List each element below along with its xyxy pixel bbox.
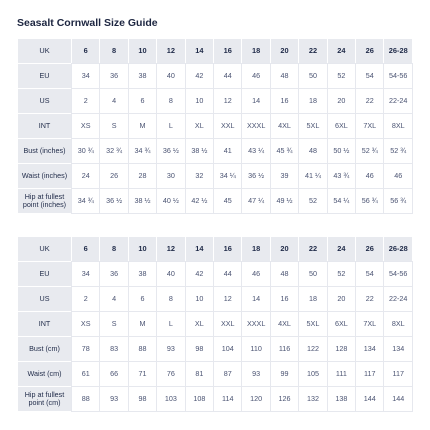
table-cell: XXL <box>214 312 241 336</box>
row-label: Waist (cm) <box>18 362 71 386</box>
header-size: 22 <box>299 237 326 261</box>
table-cell: 34 <box>72 262 99 286</box>
table-cell: 38 ½ <box>129 189 156 213</box>
table-cell: 4XL <box>271 312 298 336</box>
table-cell: 120 <box>242 387 269 411</box>
table-cell: 46 <box>356 164 383 188</box>
table-header-row <box>18 39 412 63</box>
table-cell: 30 ¾ <box>72 139 99 163</box>
table-cell: 50 <box>299 262 326 286</box>
table-cell: 38 <box>129 262 156 286</box>
table-cell: 114 <box>214 387 241 411</box>
row-label: US <box>18 287 71 311</box>
row-label: INT <box>18 114 71 138</box>
table-cell: 66 <box>100 362 127 386</box>
header-size: 24 <box>328 39 355 63</box>
header-size: 24 <box>328 237 355 261</box>
table-cell: 99 <box>271 362 298 386</box>
table-cell: 93 <box>100 387 127 411</box>
header-label-uk: UK <box>18 237 71 261</box>
table-cell: 104 <box>214 337 241 361</box>
table-cell: 5XL <box>299 114 326 138</box>
table-cell: 8 <box>157 89 184 113</box>
table-cell: 12 <box>214 89 241 113</box>
table-cell: L <box>157 312 184 336</box>
table-cell: 34 ¾ <box>129 139 156 163</box>
table-cell: 78 <box>72 337 99 361</box>
table-cell: 83 <box>100 337 127 361</box>
header-size: 26 <box>356 39 383 63</box>
header-size: 12 <box>157 39 184 63</box>
table-cell: 32 <box>186 164 213 188</box>
table-cell: 50 ½ <box>328 139 355 163</box>
table-cell: 41 <box>214 139 241 163</box>
table-cell: S <box>100 312 127 336</box>
table-cell: 52 <box>299 189 326 213</box>
table-cell: 36 ½ <box>157 139 184 163</box>
table-cell: 108 <box>186 387 213 411</box>
table-cell: 4 <box>100 89 127 113</box>
size-table-cm <box>17 236 413 412</box>
table-cell: 14 <box>242 89 269 113</box>
table-cell: 98 <box>186 337 213 361</box>
header-size: 18 <box>242 237 269 261</box>
table-cell: 54-56 <box>384 262 412 286</box>
table-cell: 50 <box>299 64 326 88</box>
table-cell: 117 <box>384 362 412 386</box>
table-cell: S <box>100 114 127 138</box>
header-size: 20 <box>271 39 298 63</box>
table-cell: 22-24 <box>384 89 412 113</box>
page-title: Seasalt Cornwall Size Guide <box>17 17 158 29</box>
table-cell: 40 <box>157 262 184 286</box>
table-cell: M <box>129 114 156 138</box>
table-row <box>18 262 412 286</box>
table-cell: 7XL <box>356 312 383 336</box>
row-label: US <box>18 89 71 113</box>
table-cell: 48 <box>271 262 298 286</box>
table-cell: 6XL <box>328 114 355 138</box>
table-cell: 61 <box>72 362 99 386</box>
table-cell: 44 <box>214 64 241 88</box>
header-size: 6 <box>72 39 99 63</box>
table-cell: 32 ¾ <box>100 139 127 163</box>
header-size: 10 <box>129 39 156 63</box>
table-cell: 52 <box>328 64 355 88</box>
table-cell: L <box>157 114 184 138</box>
table-cell: 54 <box>356 262 383 286</box>
table-cell: 93 <box>157 337 184 361</box>
table-cell: 45 ¾ <box>271 139 298 163</box>
table-cell: 48 <box>271 64 298 88</box>
table-cell: 54 ¼ <box>328 189 355 213</box>
table-cell: XS <box>72 312 99 336</box>
row-label: Hip at fullest point (inches) <box>18 189 71 213</box>
header-size: 14 <box>186 39 213 63</box>
header-size: 16 <box>214 39 241 63</box>
header-size: 18 <box>242 39 269 63</box>
header-size: 8 <box>100 39 127 63</box>
table-cell: 39 <box>271 164 298 188</box>
table-cell: 46 <box>384 164 412 188</box>
row-label: EU <box>18 262 71 286</box>
row-label: Waist (inches) <box>18 164 71 188</box>
header-size: 26-28 <box>384 237 412 261</box>
header-label-uk: UK <box>18 39 71 63</box>
table-cell: 93 <box>242 362 269 386</box>
table-cell: 110 <box>242 337 269 361</box>
table-cell: XS <box>72 114 99 138</box>
table-cell: 34 <box>72 64 99 88</box>
header-size: 10 <box>129 237 156 261</box>
table-cell: 4 <box>100 287 127 311</box>
header-size: 16 <box>214 237 241 261</box>
table-cell: 98 <box>129 387 156 411</box>
size-table-inches <box>17 38 413 214</box>
table-cell: 10 <box>186 89 213 113</box>
header-size: 20 <box>271 237 298 261</box>
table-cell: 14 <box>242 287 269 311</box>
table-cell: 10 <box>186 287 213 311</box>
table-cell: 16 <box>271 89 298 113</box>
table-cell: 56 ¾ <box>356 189 383 213</box>
table-cell: 43 ¼ <box>242 139 269 163</box>
table-cell: XL <box>186 312 213 336</box>
table-cell: 24 <box>72 164 99 188</box>
table-cell: 128 <box>328 337 355 361</box>
table-cell: 22 <box>356 287 383 311</box>
table-cell: XXXL <box>242 114 269 138</box>
table-cell: 43 ¾ <box>328 164 355 188</box>
table-cell: 132 <box>299 387 326 411</box>
table-cell: 134 <box>384 337 412 361</box>
table-cell: M <box>129 312 156 336</box>
table-cell: 48 <box>299 139 326 163</box>
table-cell: 41 ¼ <box>299 164 326 188</box>
table-cell: 49 ½ <box>271 189 298 213</box>
table-row <box>18 387 412 411</box>
table-cell: 30 <box>157 164 184 188</box>
table-cell: XL <box>186 114 213 138</box>
table-cell: 46 <box>242 64 269 88</box>
table-cell: 138 <box>328 387 355 411</box>
table-cell: 45 <box>214 189 241 213</box>
table-cell: 56 ¾ <box>384 189 412 213</box>
table-cell: 38 <box>129 64 156 88</box>
table-cell: 76 <box>157 362 184 386</box>
table-cell: 52 ¾ <box>384 139 412 163</box>
table-cell: 134 <box>356 337 383 361</box>
table-cell: 144 <box>384 387 412 411</box>
table-cell: 36 ½ <box>242 164 269 188</box>
table-header-row <box>18 237 412 261</box>
table-cell: 38 ½ <box>186 139 213 163</box>
table-cell: 52 ¾ <box>356 139 383 163</box>
table-cell: 6 <box>129 287 156 311</box>
table-row <box>18 287 412 311</box>
table-cell: 122 <box>299 337 326 361</box>
row-label: EU <box>18 64 71 88</box>
header-size: 22 <box>299 39 326 63</box>
table-cell: 40 ½ <box>157 189 184 213</box>
table-cell: 4XL <box>271 114 298 138</box>
table-row <box>18 312 412 336</box>
table-cell: 20 <box>328 89 355 113</box>
header-size: 12 <box>157 237 184 261</box>
table-row <box>18 337 412 361</box>
table-cell: XXL <box>214 114 241 138</box>
row-label: Bust (cm) <box>18 337 71 361</box>
table-cell: 34 ¾ <box>72 189 99 213</box>
table-row <box>18 164 412 188</box>
table-cell: 42 <box>186 64 213 88</box>
table-row <box>18 189 412 213</box>
table-cell: 7XL <box>356 114 383 138</box>
table-cell: 111 <box>328 362 355 386</box>
table-row <box>18 362 412 386</box>
table-cell: 54-56 <box>384 64 412 88</box>
table-cell: 103 <box>157 387 184 411</box>
table-cell: 71 <box>129 362 156 386</box>
table-cell: 42 <box>186 262 213 286</box>
row-label: Hip at fullest point (cm) <box>18 387 71 411</box>
table-row <box>18 139 412 163</box>
table-cell: 54 <box>356 64 383 88</box>
table-cell: 8XL <box>384 312 412 336</box>
table-cell: 87 <box>214 362 241 386</box>
table-cell: 81 <box>186 362 213 386</box>
table-cell: 144 <box>356 387 383 411</box>
table-cell: 18 <box>299 89 326 113</box>
row-label: Bust (inches) <box>18 139 71 163</box>
header-size: 6 <box>72 237 99 261</box>
table-cell: 46 <box>242 262 269 286</box>
table-cell: 2 <box>72 89 99 113</box>
table-row <box>18 114 412 138</box>
table-cell: 12 <box>214 287 241 311</box>
table-cell: 40 <box>157 64 184 88</box>
table-cell: 105 <box>299 362 326 386</box>
header-size: 14 <box>186 237 213 261</box>
table-cell: 52 <box>328 262 355 286</box>
table-cell: 88 <box>72 387 99 411</box>
header-size: 26 <box>356 237 383 261</box>
table-cell: 6XL <box>328 312 355 336</box>
table-cell: 8 <box>157 287 184 311</box>
table-row <box>18 64 412 88</box>
table-cell: 36 <box>100 64 127 88</box>
table-cell: 26 <box>100 164 127 188</box>
table-cell: 36 <box>100 262 127 286</box>
table-cell: 116 <box>271 337 298 361</box>
table-cell: 22 <box>356 89 383 113</box>
row-label: INT <box>18 312 71 336</box>
table-cell: XXXL <box>242 312 269 336</box>
table-cell: 126 <box>271 387 298 411</box>
table-cell: 44 <box>214 262 241 286</box>
table-cell: 20 <box>328 287 355 311</box>
table-row <box>18 89 412 113</box>
table-cell: 28 <box>129 164 156 188</box>
table-cell: 47 ¼ <box>242 189 269 213</box>
table-cell: 6 <box>129 89 156 113</box>
header-size: 26-28 <box>384 39 412 63</box>
table-cell: 5XL <box>299 312 326 336</box>
table-cell: 117 <box>356 362 383 386</box>
header-size: 8 <box>100 237 127 261</box>
table-cell: 88 <box>129 337 156 361</box>
table-cell: 34 ¼ <box>214 164 241 188</box>
table-cell: 16 <box>271 287 298 311</box>
table-cell: 2 <box>72 287 99 311</box>
table-cell: 22-24 <box>384 287 412 311</box>
table-cell: 36 ½ <box>100 189 127 213</box>
table-cell: 18 <box>299 287 326 311</box>
table-cell: 8XL <box>384 114 412 138</box>
table-cell: 42 ½ <box>186 189 213 213</box>
